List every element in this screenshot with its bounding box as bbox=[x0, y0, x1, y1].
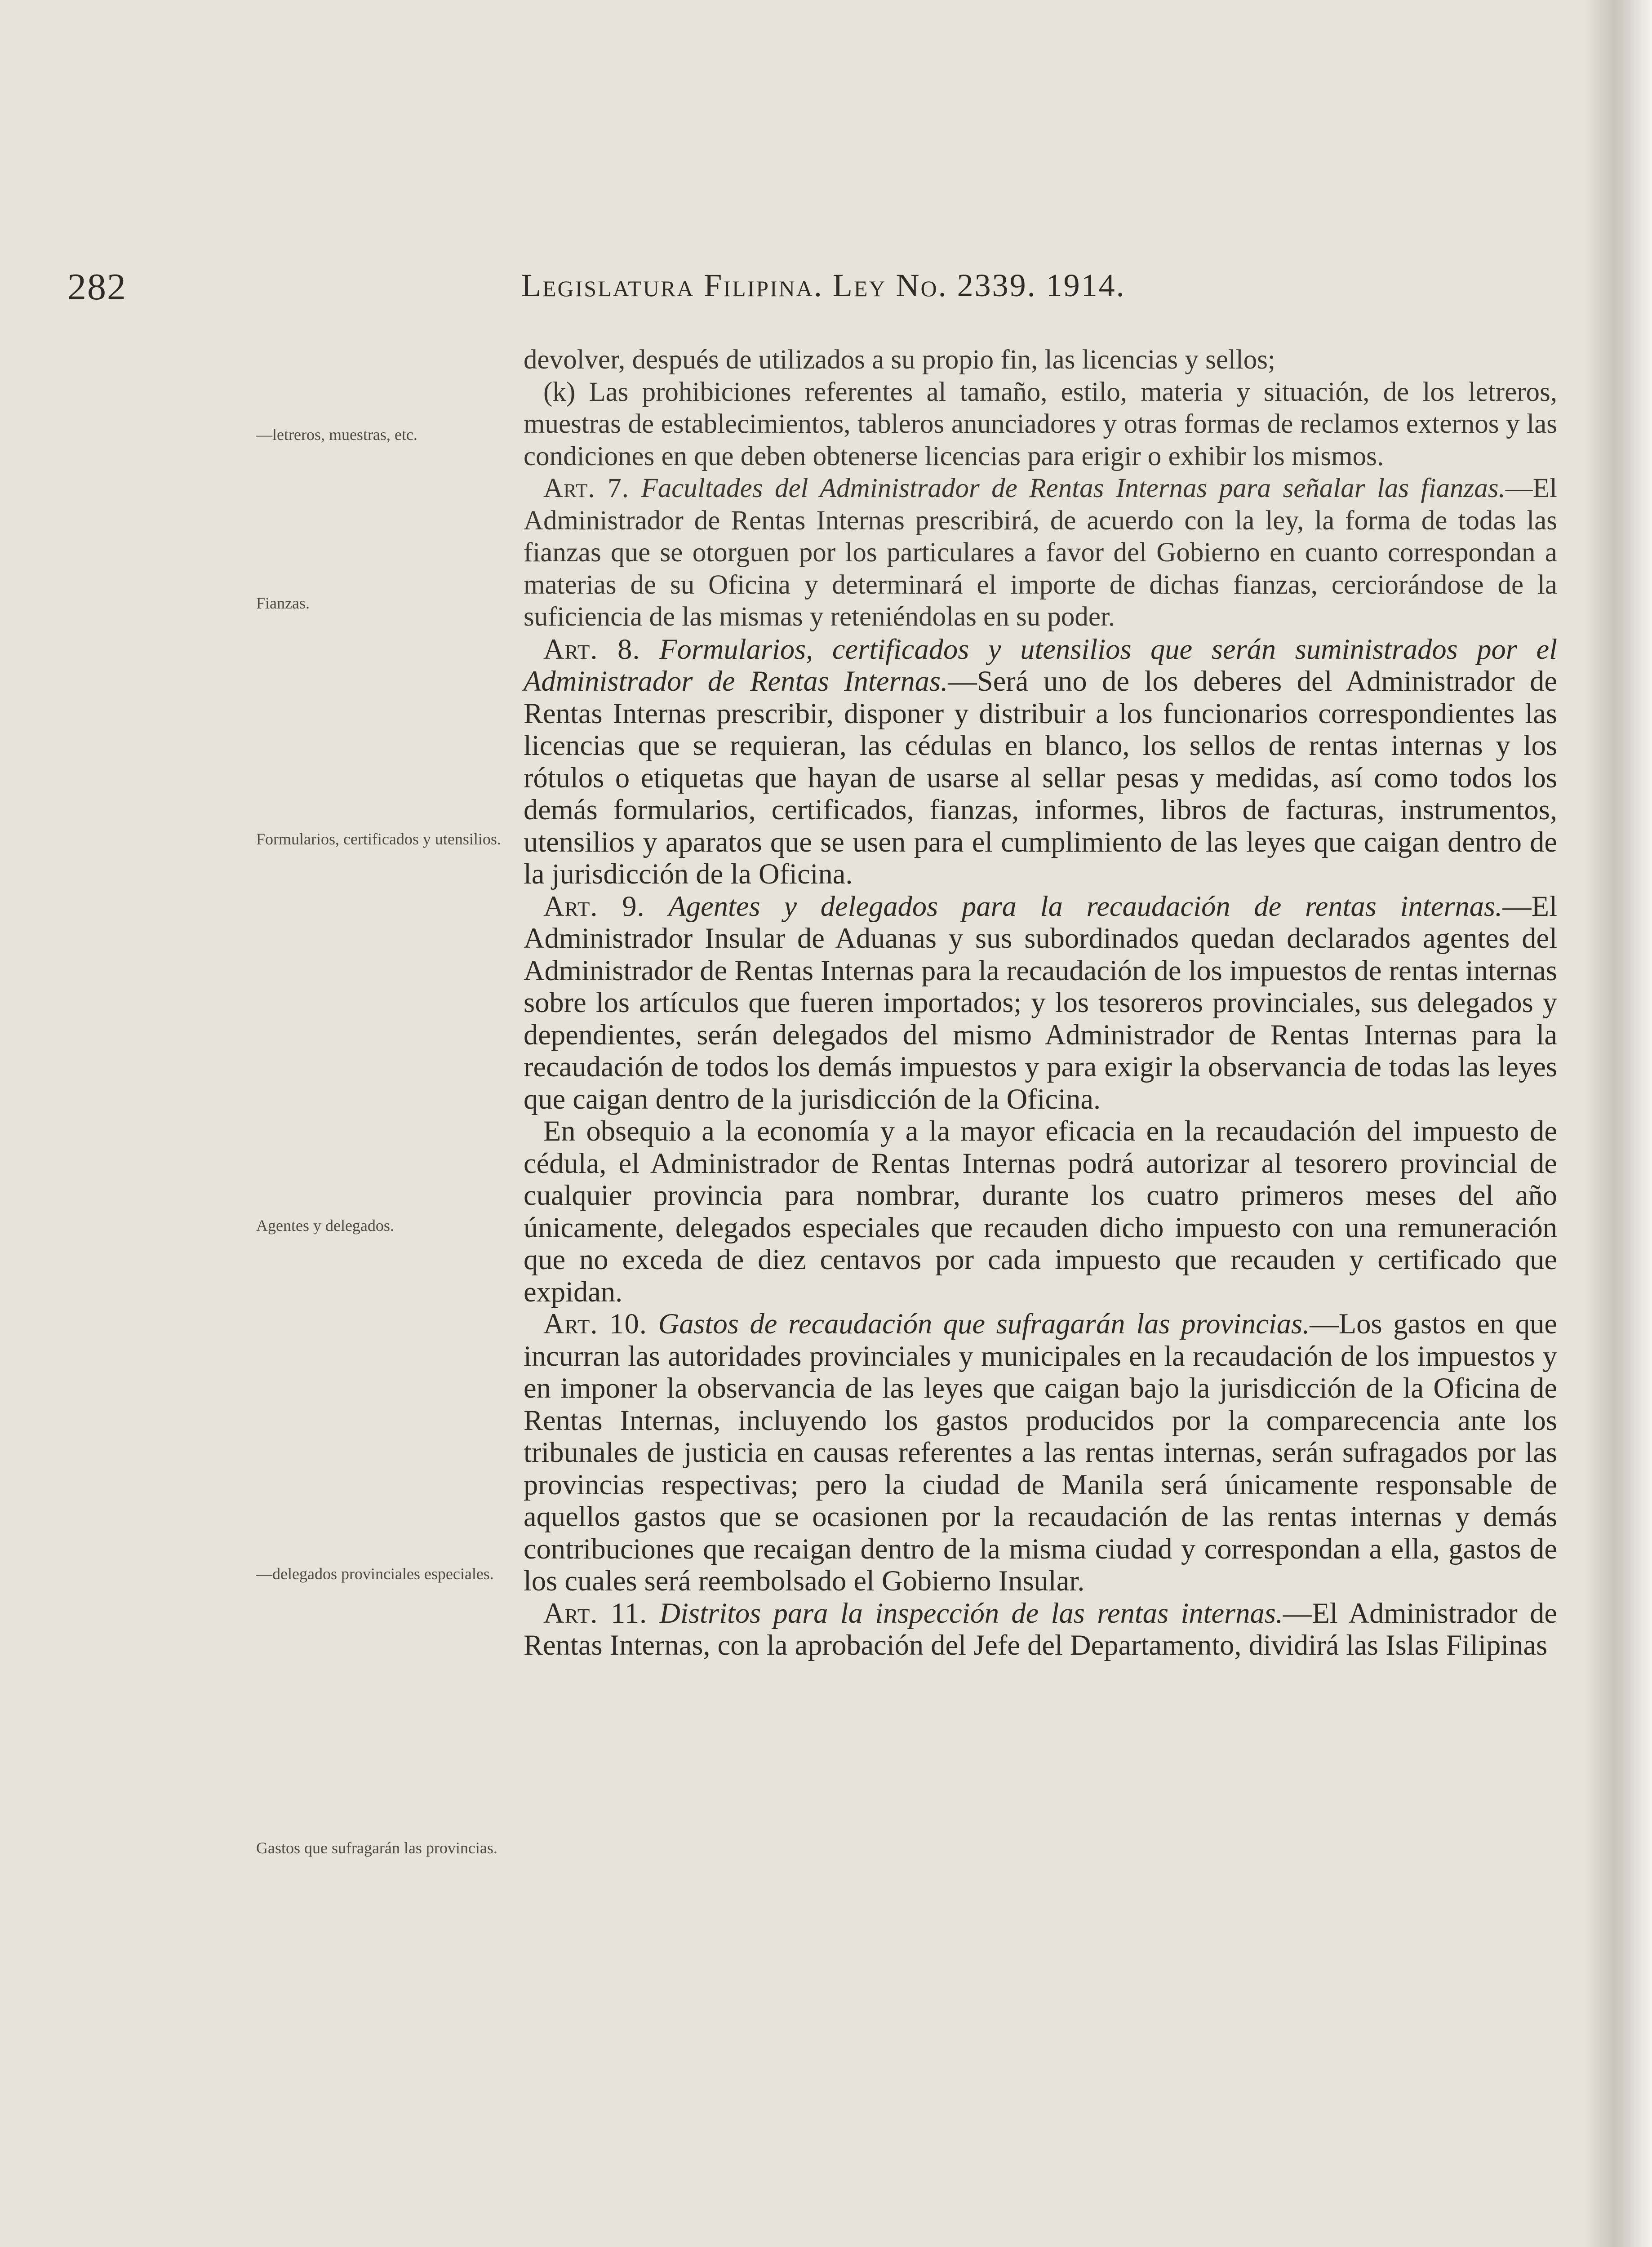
page-edge-shadow bbox=[1585, 0, 1652, 2247]
running-head: Legislatura Filipina. Ley No. 2339. 1914. bbox=[521, 267, 1126, 303]
article-11-number: Art. 11. bbox=[543, 1597, 648, 1629]
article-7-text: —El Administrador de Rentas Internas prescribirá, de acuerdo con la ley, la forma de todas las fianzas que se otorguen por los particulares a favor del Gobierno en cuanto correspondan a materias de su Oficina y determinará el importe de dichas fianzas, cerciorándose de la suficiencia de las mismas y reteniéndolas en su poder. bbox=[524, 473, 1557, 632]
paragraph-licencias: devolver, después de utilizados a su propio fin, las licencias y sellos; bbox=[524, 345, 1275, 375]
margin-note-agentes: Agentes y delegados. bbox=[256, 1217, 394, 1235]
article-10-number: Art. 10. bbox=[543, 1308, 647, 1340]
article-8-title: Formularios, certificados y utensilios que serán suministrados por el Administrador de Rentas Internas. bbox=[524, 633, 1557, 697]
article-9 bbox=[524, 890, 1557, 1115]
article-10-title: Gastos de recaudación que sufragarán las provincias. bbox=[658, 1308, 1310, 1340]
margin-note-formularios: Formularios, certificados y utensilios. bbox=[256, 830, 501, 848]
body-text bbox=[524, 344, 1557, 1661]
article-9-text: —El Administrador Insular de Aduanas y sus subordinados quedan declarados agentes del Administrador de Rentas Internas para la recaudación de los impuestos de rentas internas sobre los artículos que fueren importados; y los tesoreros provinciales, sus delegados y dependientes, serán delegados del mismo Administrador de Rentas Internas para la recaudación de todos los demás impuestos y para exigir la observancia de todas las leyes que caigan dentro de la jurisdicción de la Oficina. bbox=[524, 890, 1557, 1115]
article-7 bbox=[524, 472, 1557, 633]
margin-note-fianzas: Fianzas. bbox=[256, 594, 310, 612]
article-8-text: —Será uno de los deberes del Administrador de Rentas Internas prescribir, disponer y distribuir a los funcionarios correspondientes las licencias que se requieran, las cédulas en blanco, los sellos de rentas internas y los rótulos o etiquetas que hayan de usarse al sellar pesas y medidas, así como todos los demás formularios, certificados, fianzas, informes, libros de facturas, instrumentos, utensilios y aparatos que se usen para el cumplimiento de las leyes que caigan dentro de la jurisdicción de la Oficina. bbox=[524, 665, 1557, 890]
article-8-number: Art. 8. bbox=[543, 633, 640, 665]
article-10 bbox=[524, 1308, 1557, 1597]
article-11 bbox=[524, 1597, 1557, 1661]
paragraph-obsequio: En obsequio a la economía y a la mayor eficacia en la recaudación del impuesto de cédula, el Administrador de Rentas Internas podrá autorizar al tesorero provincial de cualquier provincia para nombrar, durante los cuatro primeros meses del año únicamente, delegados especiales que recauden dicho impuesto con una remuneración que no exceda de diez centavos por cada impuesto que recauden y certificado que expidan. bbox=[524, 1115, 1557, 1308]
paragraph-prohibiciones: (k) Las prohibiciones referentes al tamaño, estilo, materia y situación, de los letreros, muestras de establecimientos, tableros anunciadores y otras formas de reclamos externos y las condiciones en que deben obtenerse licencias para erigir o exhibir los mismos. bbox=[524, 377, 1557, 471]
margin-note-delegados-especiales: —delegados provinciales especiales. bbox=[256, 1565, 494, 1583]
article-11-text: —El Administrador de Rentas Internas, con la aprobación del Jefe del Departamento, dividirá las Islas Filipinas bbox=[524, 1597, 1557, 1661]
article-7-number: Art. 7. bbox=[543, 473, 629, 503]
article-10-text: —Los gastos en que incurran las autoridades provinciales y municipales en la recaudación de los impuestos y en imponer la observancia de las leyes que caigan bajo la jurisdicción de la Oficina de Rentas Internas, incluyendo los gastos producidos por la comparecencia ante los tribunales de justicia en causas referentes a las rentas internas, serán sufragados por las provincias respectivas; pero la ciudad de Manila será únicamente responsable de aquellos gastos que se ocasionen por la recaudación de las rentas internas y demás contribuciones que recaigan dentro de la misma ciudad y correspondan a ella, gastos de los cuales será reembolsado el Gobierno Insular. bbox=[524, 1308, 1558, 1597]
page-header bbox=[67, 265, 1550, 315]
margin-note-gastos: Gastos que sufragarán las provincias. bbox=[256, 1839, 497, 1857]
margin-note-letreros: —letreros, muestras, etc. bbox=[256, 426, 417, 444]
page-number: 282 bbox=[67, 266, 127, 308]
article-11-title: Distritos para la inspección de las rentas internas. bbox=[659, 1597, 1283, 1629]
article-7-title: Facultades del Administrador de Rentas Internas para señalar las fianzas. bbox=[641, 473, 1505, 503]
article-9-title: Agentes y delegados para la recaudación de rentas internas. bbox=[668, 890, 1503, 922]
article-8 bbox=[524, 633, 1557, 890]
article-9-number: Art. 9. bbox=[543, 890, 645, 922]
